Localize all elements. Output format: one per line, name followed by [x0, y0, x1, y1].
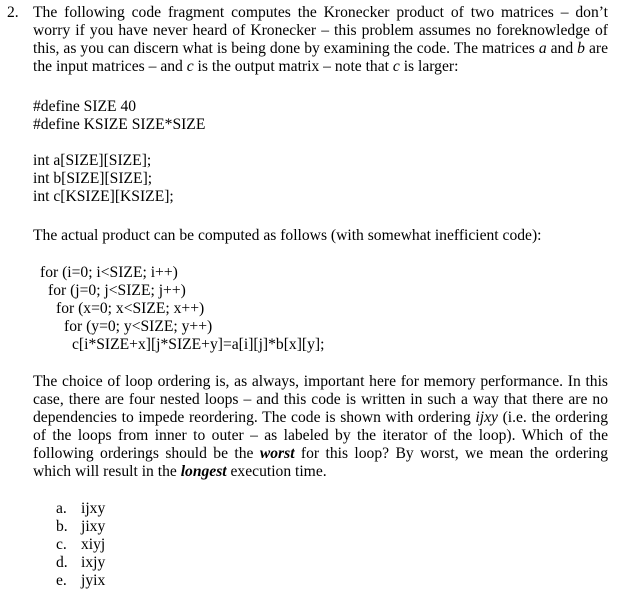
ordering-text-3: for this loop? By worst, we mean the ordering which will result in the [33, 445, 608, 480]
loop-j: for (j=0; j<SIZE; j++) [48, 282, 186, 299]
intro-text-2: and [546, 40, 578, 57]
loop-x: for (x=0; x<SIZE; x++) [56, 300, 205, 317]
intro-text-4: is the output matrix – note that [193, 58, 393, 75]
ordering-text-1: The choice of loop ordering is, as always, important here for memory performance. In this case, there are four nested loops – and this code is written in such a way that there are no dependencies to impede reordering. The code is shown with ordering [33, 373, 608, 426]
option-label: a. [56, 500, 67, 517]
intro-text-1: The following code fragment computes the Kronecker product of two matrices – don’t worry if you have never heard of Kronecker – this problem assumes no foreknowledge of this, as you can discern what is being done by examining the code. The matrices [33, 4, 608, 57]
loop-body: c[i*SIZE+x][j*SIZE+y]=a[i][j]*b[x][y]; [72, 336, 325, 353]
ordering-text-2: (i.e. the ordering of the loops from inner to outer – as labeled by the iterator of the loop). Which of the following orderings should be the [33, 409, 608, 462]
option-text: jixy [81, 518, 106, 535]
matrix-c-label: c [186, 58, 194, 75]
option-b [56, 518, 105, 536]
loop-y: for (y=0; y<SIZE; y++) [64, 318, 213, 335]
matrix-b-label: b [577, 40, 585, 57]
product-intro: The actual product can be computed as follows (with somewhat inefficient code): [33, 227, 542, 244]
ordering-ijxy: ijxy [475, 409, 498, 426]
option-label: c. [56, 536, 67, 553]
option-d [56, 554, 105, 572]
declaration-b: int b[SIZE][SIZE]; [33, 170, 153, 187]
matrix-a-label: a [538, 40, 547, 57]
option-a [56, 500, 105, 518]
option-e [56, 572, 105, 590]
option-text: xiyj [81, 536, 106, 553]
option-c [56, 536, 105, 554]
intro-text-5: is larger: [399, 58, 459, 75]
option-text: ixjy [81, 554, 106, 571]
declaration-c: int c[KSIZE][KSIZE]; [33, 188, 174, 205]
emphasis-worst: worst [259, 445, 295, 462]
option-text: ijxy [81, 500, 106, 517]
question-number: 2. [7, 4, 19, 21]
option-label: b. [56, 518, 68, 535]
define-size: #define SIZE 40 [33, 98, 137, 115]
emphasis-longest: longest [180, 463, 227, 480]
loop-i: for (i=0; i<SIZE; i++) [40, 264, 178, 281]
define-ksize: #define KSIZE SIZE*SIZE [33, 116, 206, 133]
declaration-a: int a[SIZE][SIZE]; [33, 152, 152, 169]
option-label: d. [56, 554, 68, 571]
matrix-c-label-2: c [392, 58, 400, 75]
option-label: e. [56, 572, 67, 589]
ordering-paragraph [33, 373, 608, 481]
ordering-text-4: execution time. [226, 463, 327, 480]
intro-paragraph [33, 4, 608, 76]
option-text: jyix [81, 572, 106, 589]
intro-text-3: are the input matrices – and [33, 40, 608, 75]
